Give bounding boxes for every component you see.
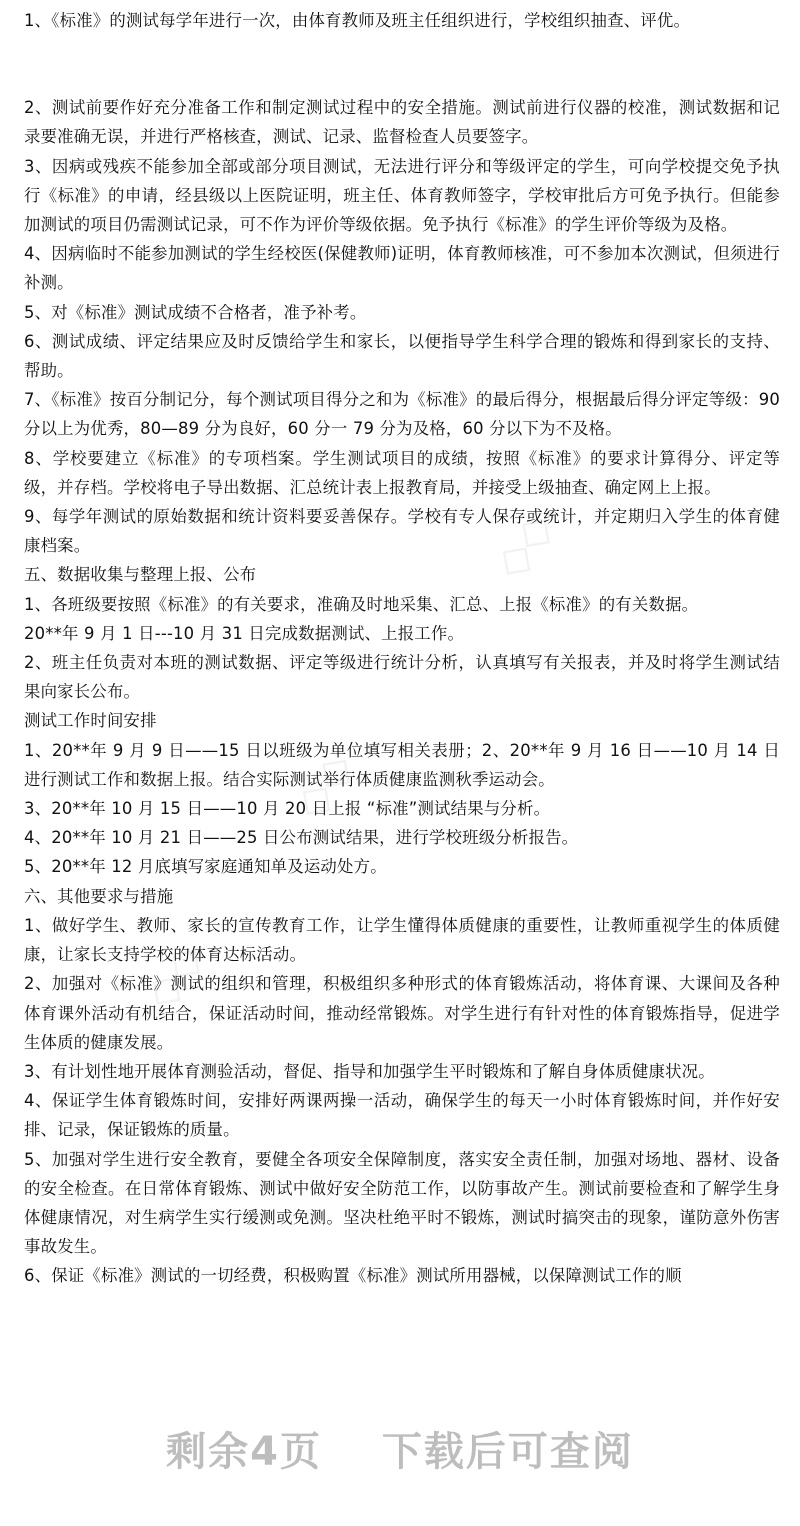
paragraph-8: 8、学校要建立《标准》的专项档案。学生测试项目的成绩，按照《标准》的要求计算得分、评定等级，并存档。学校将电子导出数据、汇总统计表上报教育局，并接受上级抽查、确定网上上报。: [24, 448, 780, 497]
spacer: [24, 35, 780, 93]
remaining-pages-label: 剩余4页: [166, 1429, 322, 1475]
schedule-item-3: 3、20**年 10 月 15 日——10 月 20 日上报 “标准”测试结果与分析。: [24, 799, 551, 819]
schedule-item-5: 5、20**年 12 月底填写家庭通知单及运动处方。: [24, 857, 387, 877]
paragraph-6: 6、测试成绩、评定结果应及时反馈给学生和家长，以便指导学生科学合理的锻炼和得到家长的支持、帮助。: [24, 331, 780, 381]
paragraph-1: 1、《标准》的测试每学年进行一次，由体育教师及班主任组织进行，学校组织抽查、评优。: [24, 11, 691, 30]
section-heading-6: 六、其他要求与措施: [24, 886, 174, 906]
paragraph-4: 4、因病临时不能参加测试的学生经校医(保健教师)证明，体育教师核准，可不参加本次测试，但须进行补测。: [24, 244, 780, 293]
paragraph-9: 9、每学年测试的原始数据和统计资料要妥善保存。学校有专人保存或统计，并定期归入学生的体育健康档案。: [24, 507, 780, 556]
section-heading-5: 五、数据收集与整理上报、公布: [24, 565, 257, 585]
paragraph-2: 2、测试前要作好充分准备工作和制定测试过程中的安全措施。测试前进行仪器的校准，测试数据和记录要准确无误，并进行严格核查，测试、记录、监督检查人员要签字。: [24, 98, 780, 147]
paragraph-6-4: 4、保证学生体育锻炼时间，安排好两课两操一活动，确保学生的每天一小时体育锻炼时间，并作好安排、记录，保证锻炼的质量。: [24, 1091, 780, 1140]
paragraph-6-2: 2、加强对《标准》测试的组织和管理，积极组织多种形式的体育锻炼活动，将体育课、大课间及各种体育课外活动有机结合，保证活动时间，推动经常锻炼。对学生进行有针对性的体育锻炼指导，促进学生体质的健康发展。: [24, 974, 780, 1052]
paragraph-5-1-date: 20**年 9 月 1 日---10 月 31 日完成数据测试、上报工作。: [24, 623, 465, 643]
watermark: ◇◇: [133, 933, 215, 1018]
download-banner[interactable]: [0, 1420, 800, 1477]
watermark: ◇◇: [483, 503, 565, 588]
paragraph-6-6: 6、保证《标准》测试的一切经费，积极购置《标准》测试所用器械，以保障测试工作的顺: [24, 1266, 682, 1286]
download-hint-label: 下载后可查阅: [381, 1429, 634, 1475]
paragraph-3: 3、因病或残疾不能参加全部或部分项目测试，无法进行评分和等级评定的学生，可向学校提交免予执行《标准》的申请，经县级以上医院证明，班主任、体育教师签字，学校审批后方可免予执行。但能参加测试的项目仍需测试记录，可不作为评价等级依据。免予执行《标准》的学生评价等级为及格。: [24, 156, 780, 235]
schedule-item-1-2: 1、20**年 9 月 9 日——15 日以班级为单位填写相关表册；2、20**年 9 月 16 日——10 月 14 日进行测试工作和数据上报。结合实际测试举行体质健康监测秋季运动会。: [24, 740, 780, 789]
watermark: ◇◇: [283, 743, 365, 828]
schedule-heading: 测试工作时间安排: [24, 711, 157, 731]
schedule-item-4: 4、20**年 10 月 21 日——25 日公布测试结果，进行学校班级分析报告。: [24, 828, 579, 848]
document-body: [24, 0, 780, 1291]
paragraph-5-2: 2、班主任负责对本班的测试数据、评定等级进行统计分析，认真填写有关报表，并及时将学生测试结果向家长公布。: [24, 653, 780, 702]
paragraph-5-1: 1、各班级要按照《标准》的有关要求，准确及时地采集、汇总、上报《标准》的有关数据。: [24, 594, 699, 614]
paragraph-7: 7、《标准》按百分制记分，每个测试项目得分之和为《标准》的最后得分，根据最后得分评定等级：90 分以上为优秀，80—89 分为良好，60 分一 79 分为及格，60 分以下为不及格。: [24, 390, 780, 439]
paragraph-6-5: 5、加强对学生进行安全教育，要健全各项安全保障制度，落实安全责任制，加强对场地、器材、设备的安全检查。在日常体育锻炼、测试中做好安全防范工作，以防事故产生。测试前要检查和了解学生身体健康情况，对生病学生实行缓测或免测。坚决杜绝平时不锻炼，测试时搞突击的现象，谨防意外伤害事故发生。: [24, 1149, 780, 1257]
paragraph-5: 5、对《标准》测试成绩不合格者，准予补考。: [24, 302, 367, 322]
paragraph-6-1: 1、做好学生、教师、家长的宣传教育工作，让学生懂得体质健康的重要性，让教师重视学生的体质健康，让家长支持学校的体育达标活动。: [24, 915, 780, 965]
paragraph-6-3: 3、有计划性地开展体育测验活动，督促、指导和加强学生平时锻炼和了解自身体质健康状况。: [24, 1061, 715, 1081]
